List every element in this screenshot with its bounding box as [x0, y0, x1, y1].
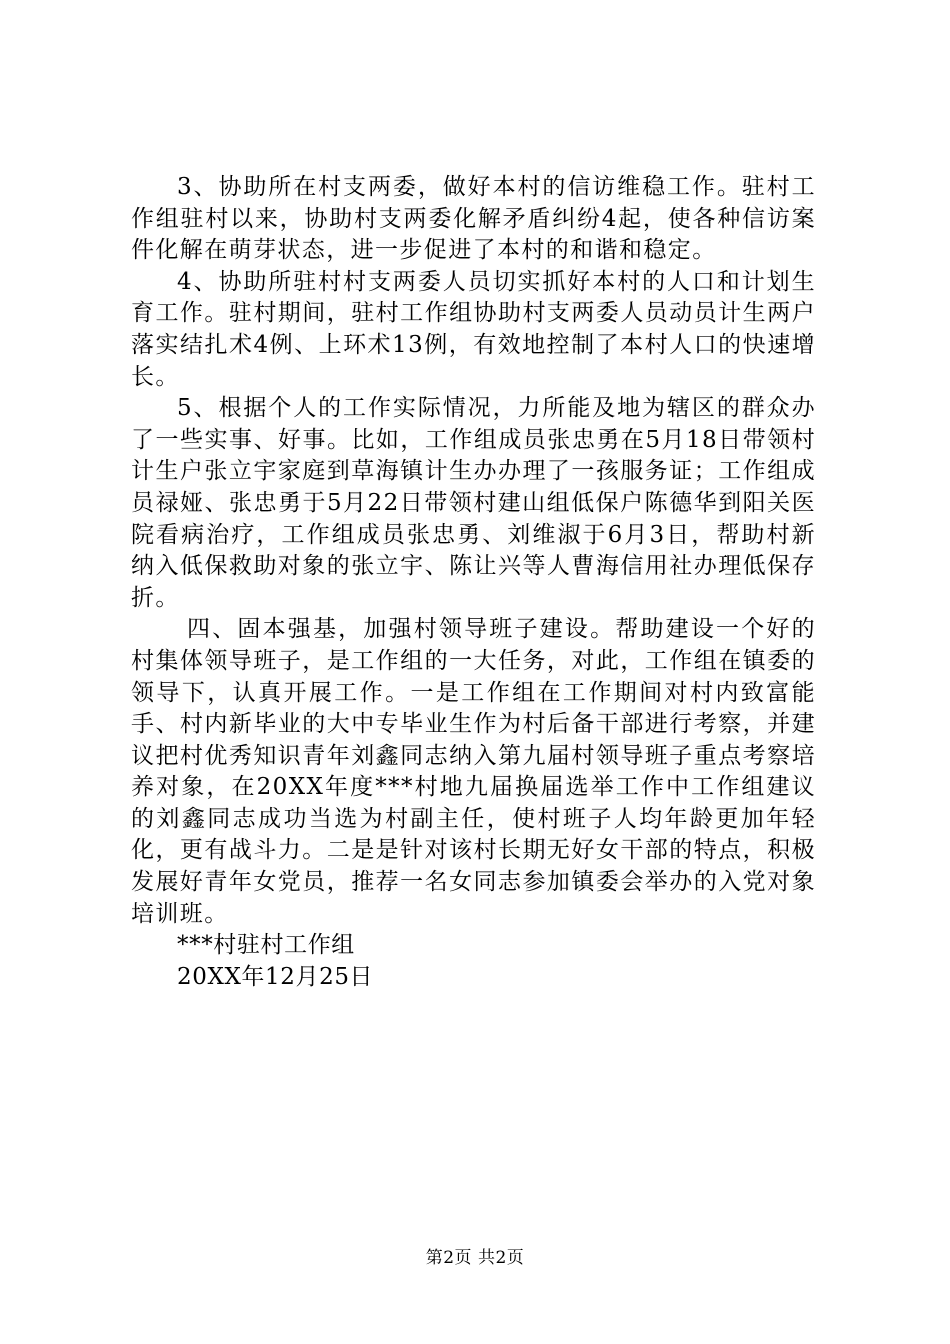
document-body: [131, 172, 816, 993]
date-line: 20XX年12月25日: [177, 963, 374, 990]
page-number-footer: 第2页 共2页: [425, 1248, 525, 1268]
paragraph-section-four: 四、固本强基，加强村领导班子建设。帮助建设一个好的村集体领导班子，是工作组的一大任务，对此，工作组在镇委的领导下，认真开展工作。一是工作组在工作期间对村内致富能手、村内新毕业的大中专毕业生作为村后备干部进行考察，并建议把村优秀知识青年刘鑫同志纳入第九届村领导班子重点考察培养对象，在20XX年度***村地九届换届选举工作中工作组建议的刘鑫同志成功当选为村副主任，使村班子人均年龄更加年轻化，更有战斗力。二是是针对该村长期无好女干部的特点，积极发展好青年女党员，推荐一名女同志参加镇委会举办的入党对象培训班。: [131, 616, 816, 927]
paragraph-item-4: 4、协助所驻村村支两委人员切实抓好本村的人口和计划生育工作。驻村期间，驻村工作组协助村支两委人员动员计生两户落实结扎术4例、上环术13例，有效地控制了本村人口的快速增长。: [131, 268, 816, 390]
paragraph-item-5: 5、根据个人的工作实际情况，力所能及地为辖区的群众办了一些实事、好事。比如，工作组成员张忠勇在5月18日带领村计生户张立宇家庭到草海镇计生办办理了一孩服务证；工作组成员禄娅、张忠勇于5月22日带领村建山组低保户陈德华到阳关医院看病治疗，工作组成员张忠勇、刘维淑于6月3日，帮助村新纳入低保救助对象的张立宇、陈让兴等人曹海信用社办理低保存折。: [131, 395, 816, 611]
signature-line: ***村驻村工作组: [177, 932, 355, 959]
paragraph-item-3: 3、协助所在村支两委，做好本村的信访维稳工作。驻村工作组驻村以来，协助村支两委化解矛盾纠纷4起，使各种信访案件化解在萌芽状态，进一步促进了本村的和谐和稳定。: [131, 174, 816, 264]
